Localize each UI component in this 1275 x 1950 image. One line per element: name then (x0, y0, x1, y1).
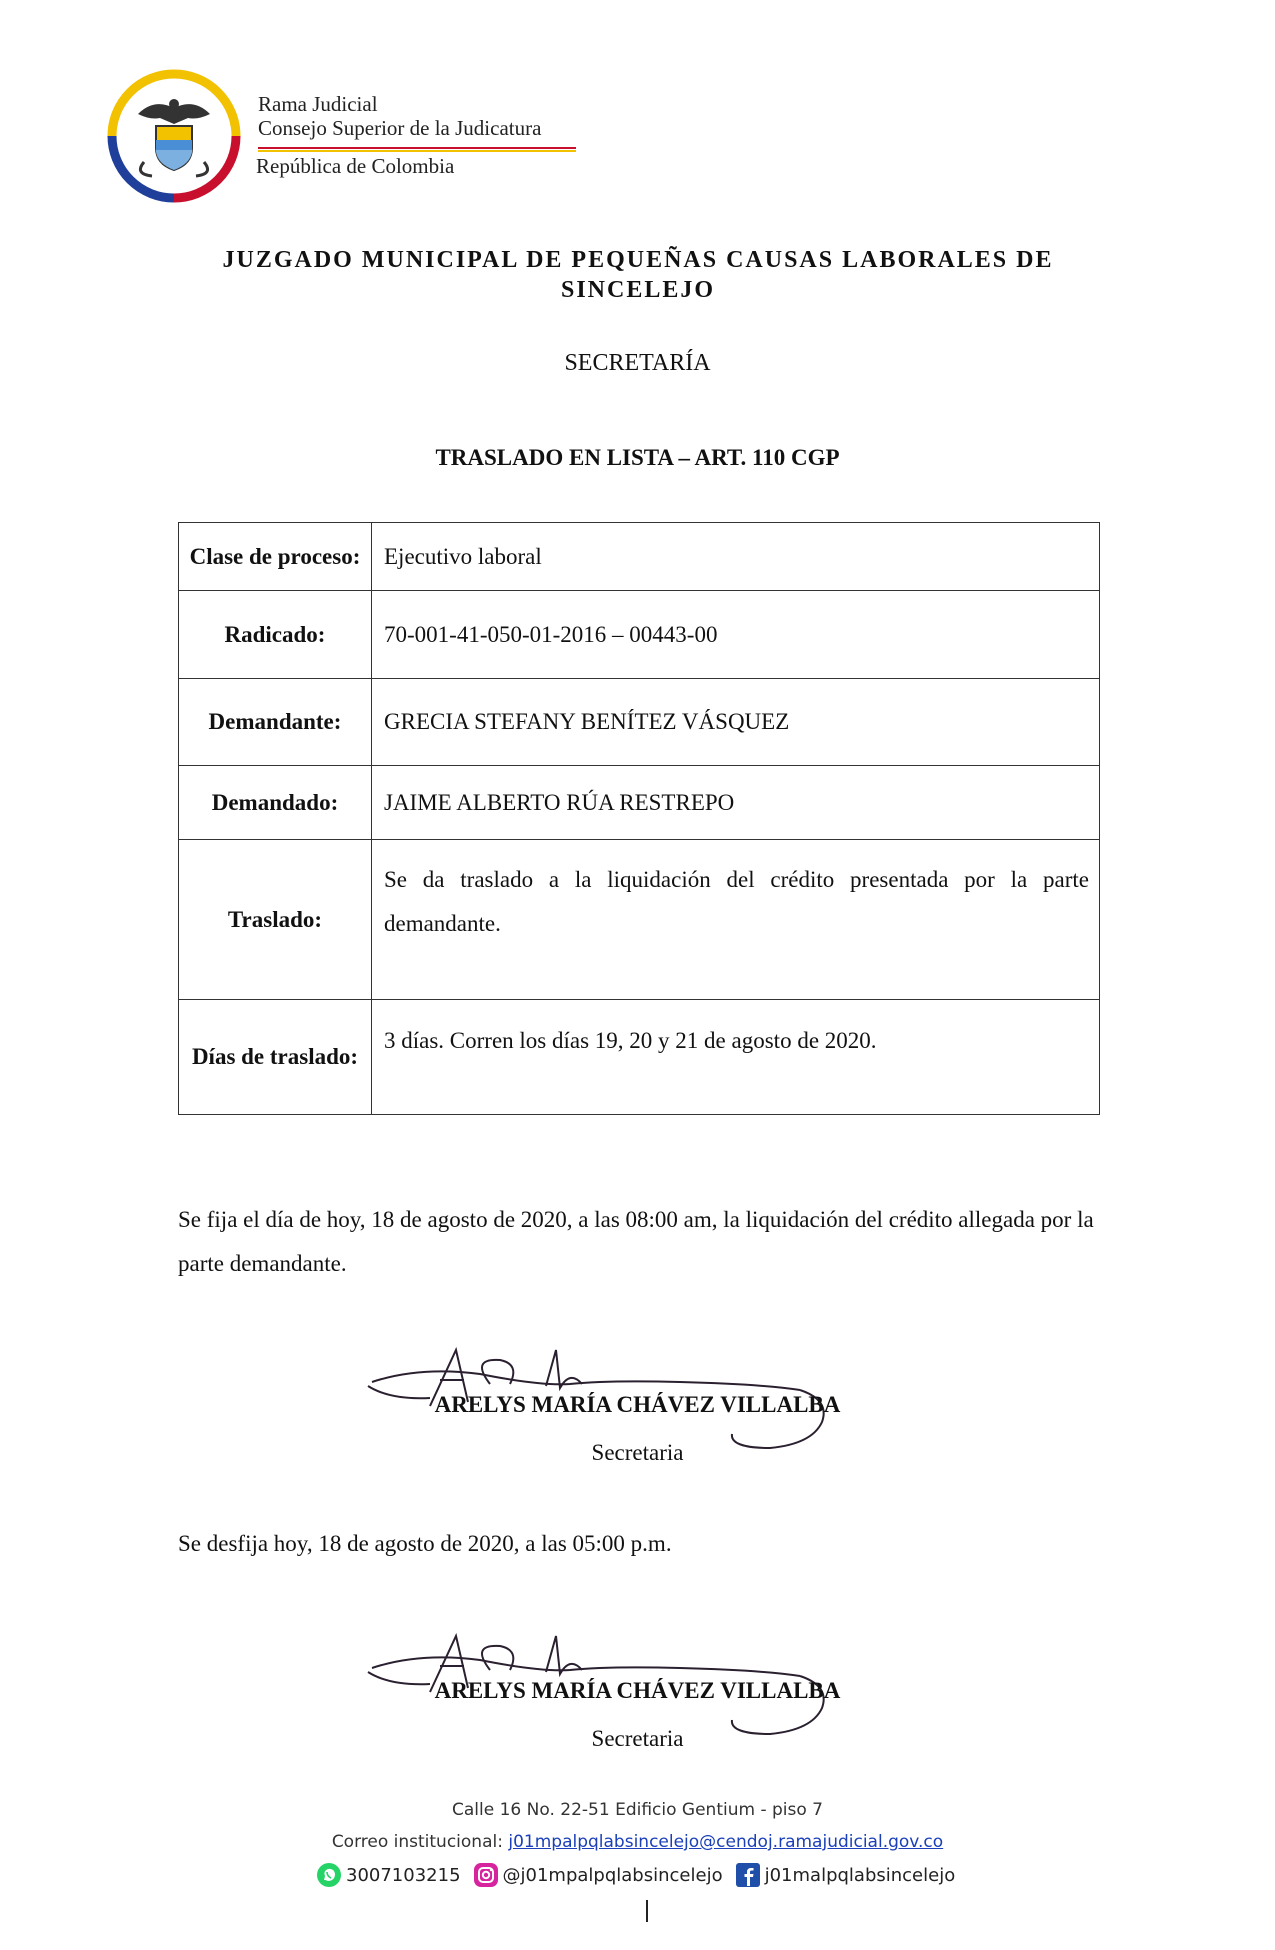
dias-label: Días de traslado: (179, 1000, 372, 1115)
demandado-label: Demandado: (179, 766, 372, 840)
court-title: JUZGADO MUNICIPAL DE PEQUEÑAS CAUSAS LABORALES DE SINCELEJO (222, 247, 1054, 303)
organization-name (258, 92, 541, 140)
page-mark (646, 1900, 648, 1922)
facebook-link[interactable] (735, 1862, 956, 1888)
whatsapp-icon (316, 1862, 342, 1888)
org-line-1: Rama Judicial (258, 92, 378, 116)
traslado-value: Se da traslado a la liquidación del crédito presentada por la parte demandante. (372, 840, 1100, 1000)
radicado-label: Radicado: (179, 591, 372, 679)
email-label: Correo institucional: (331, 1832, 503, 1852)
rama-judicial-logo (104, 66, 244, 206)
radicado-value: 70-001-41-050-01-2016 – 00443-00 (372, 591, 1100, 679)
table-row-radicado (179, 591, 1100, 679)
demandante-value: GRECIA STEFANY BENÍTEZ VÁSQUEZ (372, 679, 1100, 766)
footer-email-line (0, 1832, 1275, 1852)
case-info-table (178, 522, 1100, 1115)
traslado-label: Traslado: (179, 840, 372, 1000)
whatsapp-link[interactable] (316, 1862, 461, 1888)
clase-value: Ejecutivo laboral (372, 523, 1100, 591)
signer-role-1: Secretaria (591, 1440, 684, 1465)
facebook-handle: j01malpqlabsincelejo (764, 1864, 956, 1886)
instagram-handle: @j01mpalpqlabsincelejo (502, 1864, 723, 1886)
table-row-demandado (179, 766, 1100, 840)
signer-role-2: Secretaria (591, 1726, 684, 1751)
org-line-3: República de Colombia (256, 154, 455, 178)
table-row-traslado (179, 840, 1100, 1000)
signer-name-1: ARELYS MARÍA CHÁVEZ VILLALBA (434, 1392, 841, 1417)
whatsapp-number: 3007103215 (346, 1864, 461, 1886)
header-rule-yellow (258, 150, 576, 152)
table-row-demandante (179, 679, 1100, 766)
org-line-2: Consejo Superior de la Judicatura (258, 116, 542, 140)
dias-value: 3 días. Corren los días 19, 20 y 21 de agosto de 2020. (372, 1000, 1100, 1115)
clase-label: Clase de proceso: (179, 523, 372, 591)
header-rule-red (258, 147, 576, 149)
signer-name-2: ARELYS MARÍA CHÁVEZ VILLALBA (434, 1678, 841, 1703)
document-title: TRASLADO EN LISTA – ART. 110 CGP (435, 445, 840, 470)
footer-address: Calle 16 No. 22-51 Edificio Gentium - piso 7 (452, 1800, 823, 1820)
email-link[interactable]: j01mpalpqlabsincelejo@cendoj.ramajudicial.gov.co (508, 1832, 944, 1852)
table-row-dias (179, 1000, 1100, 1115)
desfija-paragraph: Se desfija hoy, 18 de agosto de 2020, a las 05:00 p.m. (178, 1531, 672, 1556)
fija-paragraph: Se fija el día de hoy, 18 de agosto de 2020, a las 08:00 am, la liquidación del crédito allegada por la parte demandante. (178, 1207, 1094, 1276)
instagram-link[interactable] (473, 1862, 723, 1888)
table-row-clase (179, 523, 1100, 591)
instagram-icon (473, 1862, 499, 1888)
social-links (316, 1862, 967, 1888)
secretaria-heading: SECRETARÍA (564, 350, 711, 376)
facebook-icon (735, 1862, 761, 1888)
demandante-label: Demandante: (179, 679, 372, 766)
demandado-value: JAIME ALBERTO RÚA RESTREPO (372, 766, 1100, 840)
